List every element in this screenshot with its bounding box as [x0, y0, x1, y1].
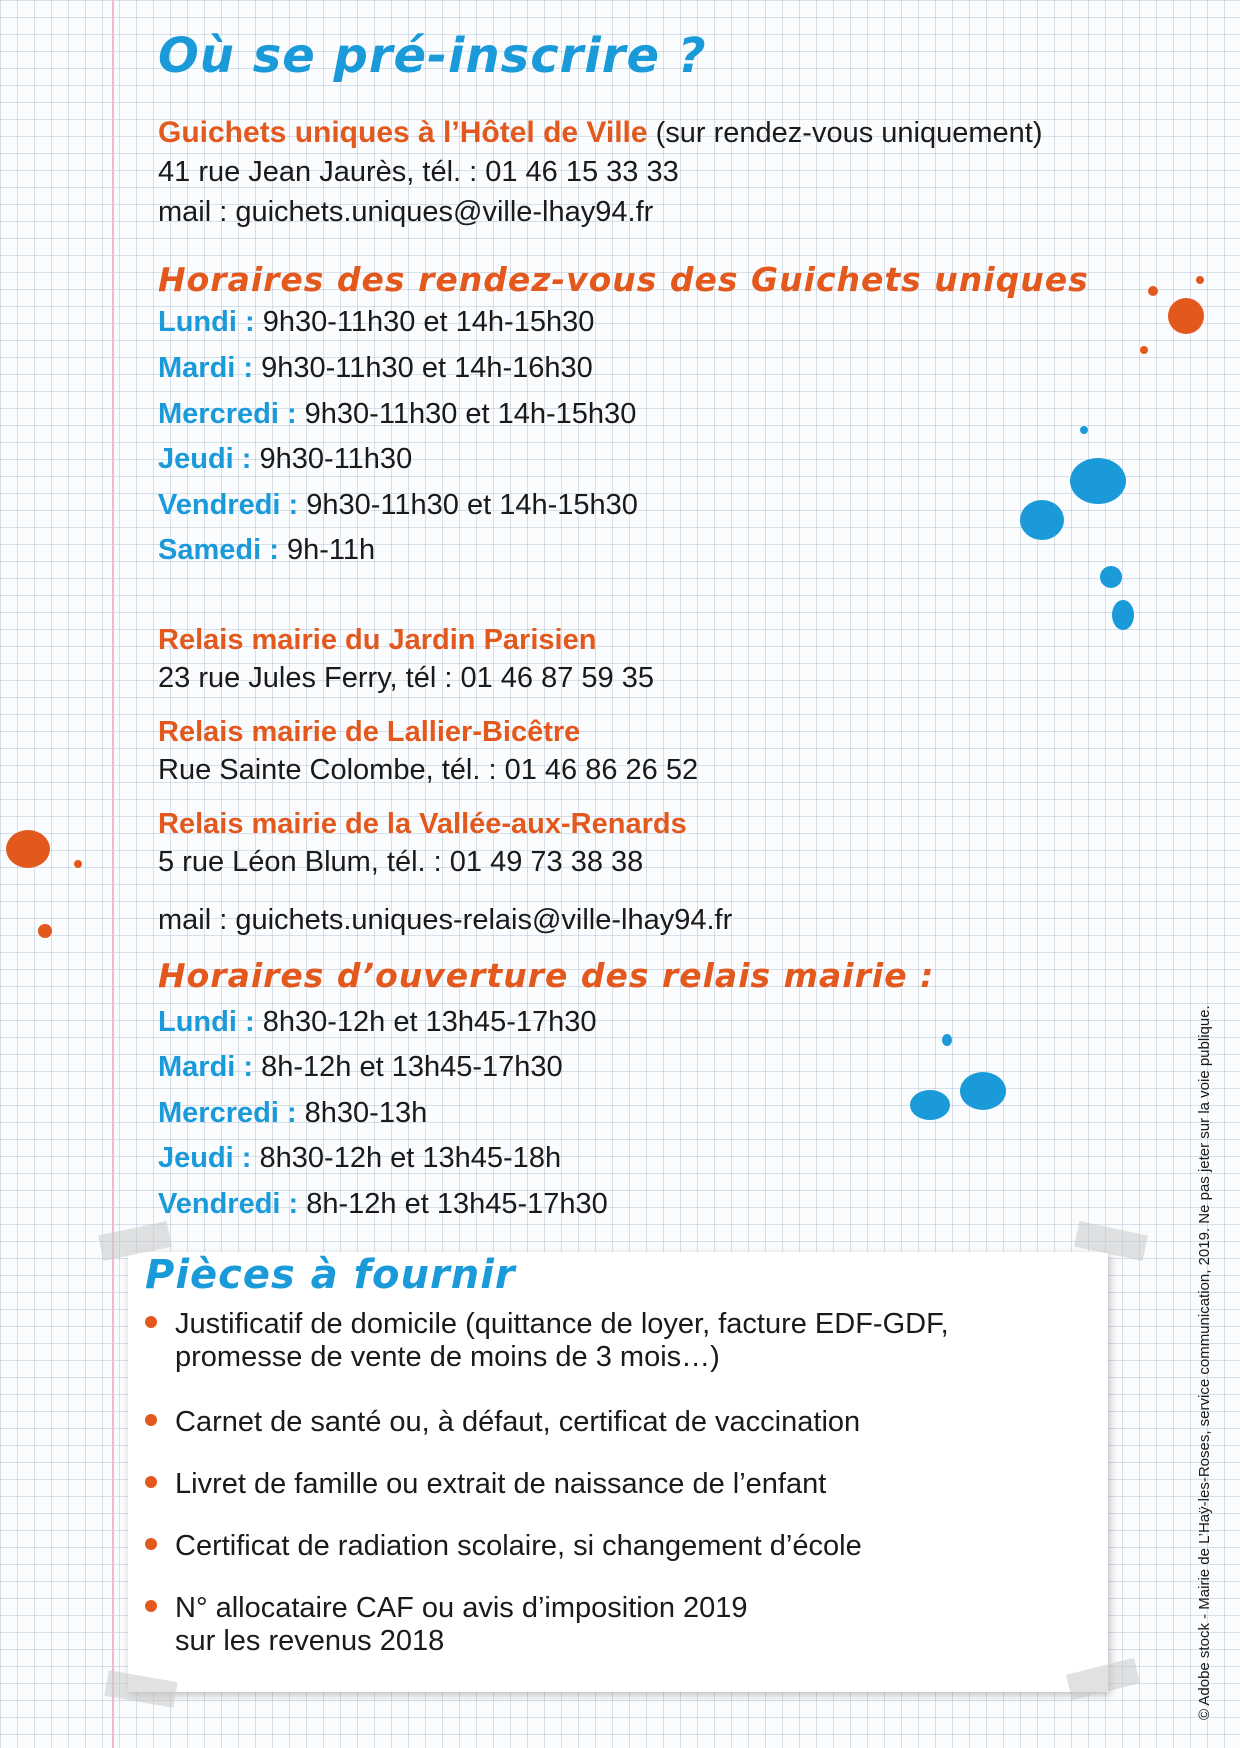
- relais-name: Relais mairie du Jardin Parisien: [158, 624, 597, 656]
- blue-splat-bottom: [960, 1072, 1006, 1110]
- blue-splat-top: [1070, 458, 1126, 504]
- bullet-icon: [145, 1476, 157, 1488]
- hotel-mail: mail : guichets.uniques@ville-lhay94.fr: [158, 196, 654, 228]
- bullet-icon: [145, 1414, 157, 1426]
- guichets-hours-row: Mercredi : 9h30-11h30 et 14h-15h30: [158, 398, 637, 430]
- relais-hours-row: Lundi : 8h30-12h et 13h45-17h30: [158, 1006, 597, 1038]
- notebook-margin-line: [112, 0, 114, 1748]
- relais-hours-row: Jeudi : 8h30-12h et 13h45-18h: [158, 1142, 562, 1174]
- guichets-hours-row: Samedi : 9h-11h: [158, 534, 376, 566]
- document-item: Certificat de radiation scolaire, si changement d’école: [145, 1530, 862, 1563]
- hotel-name: Guichets uniques à l’Hôtel de Ville: [158, 116, 648, 149]
- bullet-icon: [145, 1600, 157, 1612]
- relais-hours-row: Mercredi : 8h30-13h: [158, 1097, 428, 1129]
- bullet-icon: [145, 1538, 157, 1550]
- orange-splat-left: [6, 830, 50, 868]
- guichets-hours-row: Mardi : 9h30-11h30 et 14h-16h30: [158, 352, 593, 384]
- credit-line: © Adobe stock - Mairie de L’Haÿ-les-Roses, service communication, 2019. Ne pas jeter sur la voie publique.: [1196, 1005, 1213, 1720]
- guichets-hours-heading: Horaires des rendez-vous des Guichets uniques: [158, 260, 1089, 299]
- hotel-name-line: [158, 116, 1043, 150]
- relais-address: Rue Sainte Colombe, tél. : 01 46 86 26 52: [158, 754, 699, 786]
- hotel-address: 41 rue Jean Jaurès, tél. : 01 46 15 33 33: [158, 156, 679, 188]
- document-item: Justificatif de domicile (quittance de loyer, facture EDF-GDF, promesse de vente de moins de 3 mois…): [145, 1308, 949, 1374]
- page-title: Où se pré-inscrire ?: [158, 28, 707, 84]
- relais-hours-row: Vendredi : 8h-12h et 13h45-17h30: [158, 1188, 608, 1220]
- relais-hours-row: Mardi : 8h-12h et 13h45-17h30: [158, 1051, 563, 1083]
- bullet-icon: [145, 1316, 157, 1328]
- relais-address: 23 rue Jules Ferry, tél : 01 46 87 59 35: [158, 662, 654, 694]
- guichets-hours-row: Vendredi : 9h30-11h30 et 14h-15h30: [158, 489, 638, 521]
- document-item: Livret de famille ou extrait de naissance de l’enfant: [145, 1468, 826, 1501]
- hotel-note: (sur rendez-vous uniquement): [655, 117, 1043, 149]
- guichets-hours-row: Jeudi : 9h30-11h30: [158, 443, 413, 475]
- documents-heading: Pièces à fournir: [145, 1252, 516, 1298]
- relais-mail: mail : guichets.uniques-relais@ville-lhay94.fr: [158, 904, 733, 936]
- relais-name: Relais mairie de Lallier-Bicêtre: [158, 716, 581, 748]
- document-item: N° allocataire CAF ou avis d’imposition 2019 sur les revenus 2018: [145, 1592, 748, 1658]
- orange-splat-right: [1168, 298, 1204, 334]
- relais-address: 5 rue Léon Blum, tél. : 01 49 73 38 38: [158, 846, 644, 878]
- document-item: Carnet de santé ou, à défaut, certificat de vaccination: [145, 1406, 860, 1439]
- relais-hours-heading: Horaires d’ouverture des relais mairie :: [158, 956, 935, 995]
- relais-name: Relais mairie de la Vallée-aux-Renards: [158, 808, 687, 840]
- guichets-hours-row: Lundi : 9h30-11h30 et 14h-15h30: [158, 306, 595, 338]
